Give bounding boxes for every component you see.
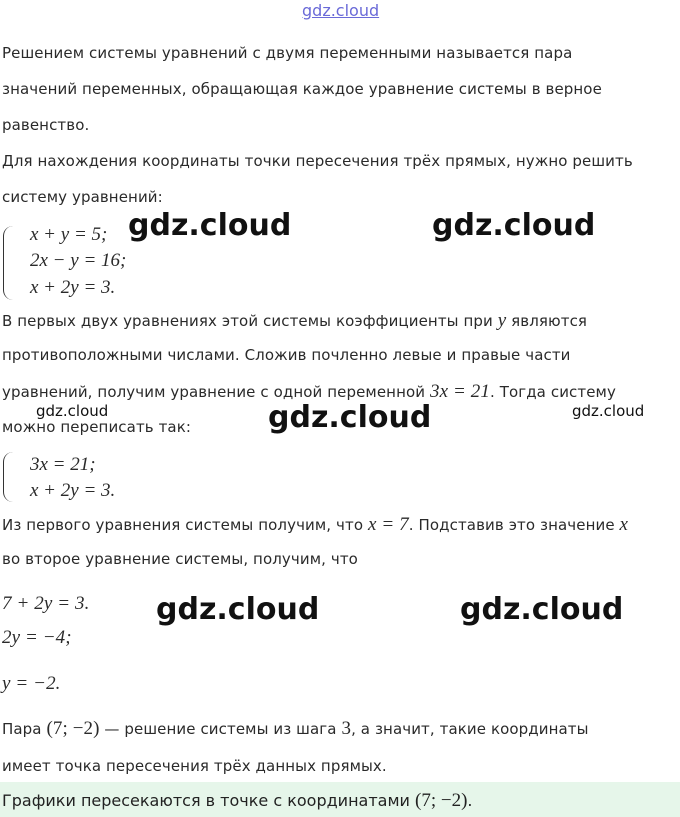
text-span: , а значит, такие координаты [351, 720, 589, 738]
step-equation: 2y = −4; [2, 627, 72, 648]
text-line: можно переписать так: [2, 418, 192, 436]
text-line [2, 514, 628, 536]
text-line [2, 310, 587, 332]
system1-eq1: x + y = 5; [30, 224, 108, 245]
step-equation: y = −2. [2, 673, 61, 694]
watermark: gdz.cloud [156, 592, 320, 627]
text-span: Из первого уравнения системы получим, что [2, 516, 368, 534]
math-expr: (7; −2) [46, 718, 100, 739]
system2-eq1: 3x = 21; [30, 454, 96, 475]
text-line [2, 718, 589, 740]
math-num: 3 [341, 718, 352, 739]
answer-label: Графики пересекаются в точке с координатами [2, 791, 416, 810]
math-expr: 3x = 21 [429, 381, 490, 402]
text-line: систему уравнений: [2, 188, 163, 206]
text-span: уравнений, получим уравнение с одной переменной [2, 383, 430, 401]
watermark: gdz.cloud [268, 400, 432, 435]
text-line: противоположными числами. Сложив почленно левые и правые части [2, 346, 571, 364]
watermark: gdz.cloud [572, 402, 645, 420]
text-span: В первых двух уравнениях этой системы коэффициенты при [2, 312, 498, 330]
system2-eq2: x + 2y = 3. [30, 480, 116, 501]
system1-eq2: 2x − y = 16; [30, 250, 127, 271]
math-var: x [619, 514, 629, 535]
text-span: Пара [2, 720, 47, 738]
watermark: gdz.cloud [36, 402, 109, 420]
text-line: равенство. [2, 116, 90, 134]
text-span: являются [506, 312, 588, 330]
answer-end: . [467, 791, 473, 810]
step-equation: 7 + 2y = 3. [2, 593, 90, 614]
system1-eq3: x + 2y = 3. [30, 277, 116, 298]
system-brace [3, 226, 14, 300]
answer-math: (7; −2) [415, 790, 468, 811]
text-span: . Подставив это значение [408, 516, 620, 534]
math-var: y [497, 310, 507, 331]
watermark-top-link[interactable]: gdz.cloud [302, 1, 380, 20]
watermark: gdz.cloud [128, 208, 292, 243]
text-line: Для нахождения координаты точки пересечения трёх прямых, нужно решить [2, 152, 633, 170]
math-expr: x = 7 [367, 514, 409, 535]
text-line: значений переменных, обращающая каждое уравнение системы в верное [2, 80, 602, 98]
answer-text [2, 790, 473, 812]
watermark: gdz.cloud [432, 208, 596, 243]
text-line: имеет точка пересечения трёх данных прямых. [2, 757, 387, 775]
watermark: gdz.cloud [460, 592, 624, 627]
text-span: . Тогда систему [489, 383, 616, 401]
system-brace [3, 452, 14, 502]
text-line: Решением системы уравнений с двумя переменными называется пара [2, 44, 573, 62]
text-line: во второе уравнение системы, получим, что [2, 550, 358, 568]
text-span: — решение системы из шага [99, 720, 342, 738]
